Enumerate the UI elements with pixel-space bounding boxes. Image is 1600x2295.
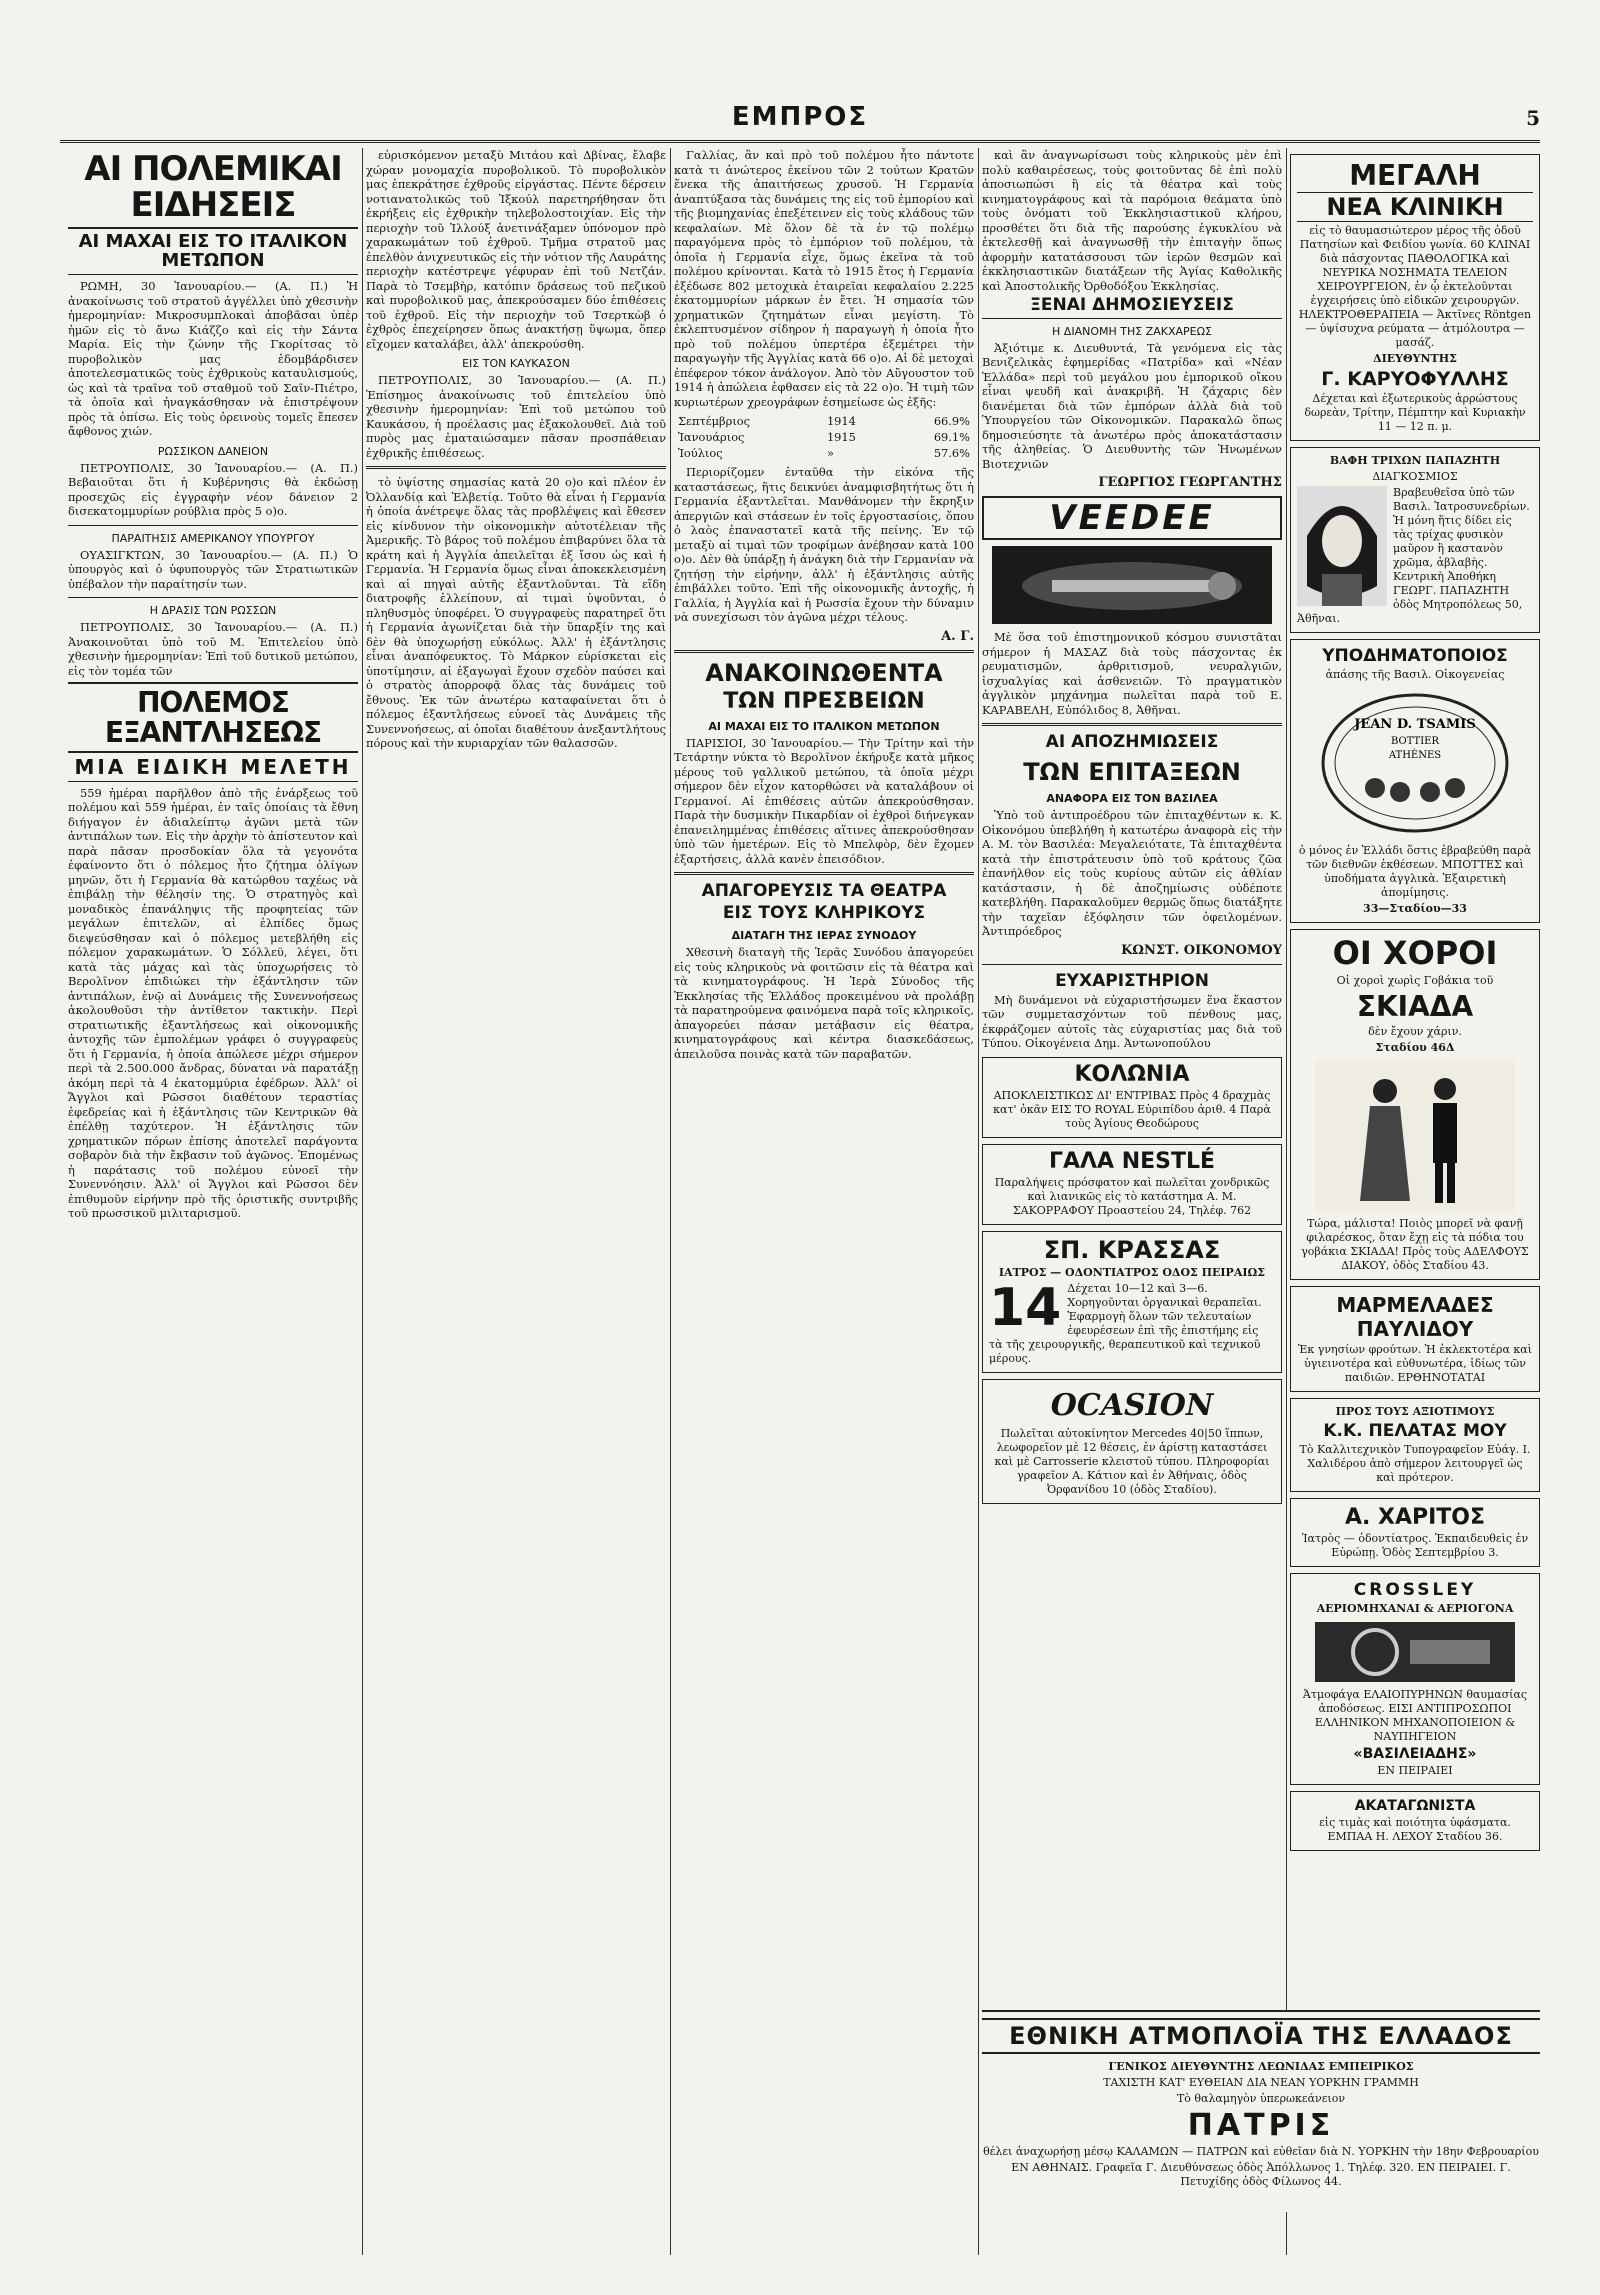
- column-2: [366, 148, 666, 2255]
- embassy-announcements-headline-2: ΤΩΝ ΠΡΕΣΒΕΙΩΝ: [723, 688, 925, 714]
- marmalade-ad-title: ΜΑΡΜΕΛΑΔΕΣ ΠΑΥΛΙΔΟΥ: [1336, 1293, 1494, 1341]
- nestle-ad-title: ΓΑΛΑ NESTLÉ: [1048, 1148, 1216, 1174]
- shoemaker-ad: [1290, 639, 1540, 923]
- cologne-ad: [982, 1057, 1282, 1138]
- ship-sailing-info: θέλει ἀναχωρήσῃ μέσῳ ΚΑΛΑΜΩΝ — ΠΑΤΡΩΝ καὶ εὐθεῖαν διὰ Ν. ΥΟΡΚΗΝ τὴν 18ην Φεβρουαρίου: [983, 2145, 1539, 2158]
- cologne-ad-text: ΑΠΟΚΛΕΙΣΤΙΚΩΣ ΔΙ' ΕΝΤΡΙΒΑΣ Πρὸς 4 δραχμὰς κατ' ὀκᾶν ΕΙΣ ΤΟ ROYAL Εὐριπίδου ἀριθ. 4 Παρὰ τοὺς Ἁγίους Θεοδώρους: [993, 1088, 1271, 1130]
- caucasus-dispatch: ΠΕΤΡΟΥΠΟΛΙΣ, 30 Ἰανουαρίου.— (Α. Π.) Ἐπίσημος ἀνακοίνωσις τοῦ ἐπιτελείου ὑπὸ χθεσινὴν ἡμερομηνίαν: Ἐπὶ τοῦ μετώπου τοῦ Καυκάσου, ἡ προέλασις μας ἐξακολουθεῖ. Διὰ τοῦ πυρὸς μας ἐματαιώσαμεν πᾶσαν προσπάθειαν ἐχθρικῆς ἐπιθέσεως.: [366, 373, 666, 460]
- table-row: Ἰανουάριος 1915 69.1%: [678, 430, 970, 444]
- charitos-ad: [1290, 1498, 1540, 1567]
- column-4: [982, 148, 1282, 2255]
- washington-dispatch: ΟΥΑΣΙΓΚΤΩΝ, 30 Ἰανουαρίου.— (Α. Π.) Ὁ ὑπουργὸς καὶ ὁ ὑφυπουργὸς τῶν Στρατιωτικῶν ὑπέβαλον τὴν παραίτησίν των.: [68, 547, 358, 591]
- crossley-ad-title: CROSSLEY: [1353, 1580, 1477, 1600]
- page-number: 5: [1526, 106, 1540, 130]
- clergy-headline: ΕΙΣ ΤΟΥΣ ΚΛΗΡΙΚΟΥΣ: [722, 903, 926, 923]
- special-study-subheadline: ΜΙΑ ΕΙΔΙΚΗ ΜΕΛΕΤΗ: [68, 757, 358, 782]
- vasiliadis-location: ΕΝ ΠΕΙΡΑΙΕΙ: [1377, 1764, 1453, 1777]
- shipping-line-title: ΕΘΝΙΚΗ ΑΤΜΟΠΛΟΪΑ ΤΗΣ ΕΛΛΑΔΟΣ: [982, 2018, 1540, 2054]
- hair-dye-ad-text: Βραβευθεῖσα ὑπὸ τῶν Βασιλ. Ἰατροσυνεδρίων. Ἡ μόνη ἥτις δίδει εἰς τὰς τρίχας φυσικὸν μαῦρον ἢ καστανὸν χρῶμα, ἀβλαβὴς. Κεντρικὴ Ἀποθήκη ΓΕΩΡΓ. ΠΑΠΑΖΗΤΗ ὁδὸς Μητροπόλεως 50, Ἀθῆναι.: [1297, 486, 1530, 625]
- charitos-ad-text: Ἰατρὸς — ὀδοντίατρος. Ἐκπαιδευθεὶς ἐν Εὐρώπῃ. Ὁδὸς Σεπτεμβρίου 3.: [1301, 1532, 1529, 1559]
- clinic-director-name: Γ. ΚΑΡΥΟΦΥΛΛΗΣ: [1321, 368, 1509, 390]
- crossley-ad: [1290, 1573, 1540, 1785]
- article-signature: Α. Γ.: [941, 628, 974, 644]
- clinic-director-label: ΔΙΕΥΘΥΝΤΗΣ: [1373, 352, 1457, 365]
- clinic-hours: Δέχεται καὶ ἐξωτερικοὺς ἀρρώστους δωρεὰν, Τρίτην, Πέμπτην καὶ Κυριακὴν 11 — 12 π. μ.: [1304, 392, 1526, 433]
- petition-to-king-heading: ΑΝΑΦΟΡΑ ΕΙΣ ΤΟΝ ΒΑΣΙΛΕΑ: [1046, 792, 1218, 806]
- shoemaker-ad-text: ὁ μόνος ἐν Ἑλλάδι ὅστις ἐβραβεύθη παρὰ τῶν διεθνῶν ἐκθέσεων. ΜΠΟΤΤΕΣ καὶ ὑποδήματα ἀγγλικὰ. Ἐξαιρετικὴ ἀπομίμησις.: [1298, 844, 1532, 899]
- hair-dye-ad-title: ΒΑΦΗ ΤΡΙΧΩΝ ΠΑΠΑΖΗΤΗ: [1329, 454, 1501, 467]
- ocasion-ad-title: OCASION: [1050, 1387, 1214, 1423]
- shoemaker-ad-subtitle: ἀπάσης τῆς Βασιλ. Οἰκογενείας: [1325, 668, 1505, 681]
- thanks-text: Μὴ δυνάμενοι νὰ εὐχαριστήσωμεν ἕνα ἕκαστον τῶν συμμετασχόντων τοῦ πένθους μας, ἐκφράζομεν αὐτοῖς τὰς εὐχαριστίας μας διὰ τοῦ Τύπου. Οἰκογένεια Δημ. Ἀντωνοπούλου: [982, 992, 1282, 1051]
- clinic-ad-title: ΜΕΓΑΛΗ: [1349, 159, 1481, 192]
- sugar-letter-text: Ἀξιότιμε κ. Διευθυντά, Τὰ γενόμενα εἰς τὰς Βενιζελικὰς ἐφημερίδας «Πατρίδα» καὶ «Νέαν Ἑλλάδα» περὶ τοῦ μεγάλου μου ἐμπορικοῦ οἴκου εἶναι ψευδῆ καὶ ἀνακριβῆ. Ἡ ζάχαρις δὲν διανέμεται διὰ τῶν ἐμπόρων ἀλλὰ διὰ τοῦ Ὑπουργείου τῶν Οἰκονομικῶν. Παρακαλῶ ὅπως δημοσιεύσητε τὰ ἀνωτέρω πρὸς ἀποκατάστασιν τῆς ἀληθείας. Ὁ Διευθυντὴς τῶν Ἡνωμένων Βιοτεχνιῶν: [982, 340, 1282, 471]
- engine-illustration: [1315, 1622, 1515, 1682]
- sugar-distribution-heading: Η ΔΙΑΝΟΜΗ ΤΗΣ ΖΑΚΧΑΡΕΩΣ: [1052, 324, 1212, 338]
- krassas-ad-text: Δέχεται 10—12 καὶ 3—6. Χορηγοῦνται ὀργανικαὶ θεραπεῖαι. Ἐφαρμογὴ ὅλων τῶν τελευταίων ἐφευρέσεων ἐπὶ τῆς ἐπιστήμης εἰς τὰ τῆς χειρουργικῆς, θεραπευτικοῦ καὶ τεχνικοῦ μέρους.: [989, 1281, 1262, 1365]
- column-1: [68, 148, 358, 2255]
- crossley-ad-text: Ἀτμοφάγα ΕΛΑΙΟΠΥΡΗΝΩΝ θαυμασίας ἀποδόσεως. ΕΙΣΙ ΑΝΤΙΠΡΟΣΩΠΟΙ ΕΛΛΗΝΙΚΟΝ ΜΗΧΑΝΟΠΟΙΕΙΟΝ & ΝΑΥΠΗΓΕΙΟΝ: [1302, 1688, 1528, 1743]
- krassas-street-number: 14: [989, 1277, 1062, 1338]
- vasiliadis-name: «ΒΑΣΙΛΕΙΑΔΗΣ»: [1353, 1746, 1477, 1762]
- caucasus-heading: ΕΙΣ ΤΟΝ ΚΑΥΚΑΣΟΝ: [462, 357, 570, 370]
- exhaustion-war-headline: ΠΟΛΕΜΟΣ ΕΞΑΝΤΛΗΣΕΩΣ: [68, 682, 358, 753]
- fabrics-ad-text: εἰς τιμὰς καὶ ποιότητα ὑφάσματα. ΕΜΠΑΑ Η. ΛΕΧΟΥ Σταδίου 36.: [1319, 1816, 1511, 1843]
- petition-text: Ὑπὸ τοῦ ἀντιπροέδρου τῶν ἐπιταχθέντων κ. Κ. Οἰκονόμου ὑπεβλήθη ἡ κατωτέρω ἀναφορὰ εἰς τὴν Α. Μ. τὸν Βασιλέα: Μεγαλειότατε, Τὰ ἐπιταχθέντα κατὰ τὴν ἐπιστράτευσιν ὑπὸ τοῦ κράτους ζῶα ἐπανήλθον εἰς τοὺς κυρίους αὐτῶν εἰς ἀθλίαν κατάστασιν, ἡ δὲ ἀποζημίωσις οὐδέποτε κατεβλήθη. Παρακαλοῦμεν θερμῶς ὅπως διατάξητε τὴν ταχεῖαν ἐξόφλησιν τῶν ὀφειλομένων. Ἀντιπρόεδρος: [982, 808, 1282, 939]
- veedee-ad-text: Μὲ ὅσα τοῦ ἐπιστημονικοῦ κόσμου συνιστᾶται σήμερον ἡ ΜΑΣΑΖ διὰ τοὺς πάσχοντας ἐκ ρευματισμῶν, ἀρθριτισμοῦ, νευραλγιῶν, ἰσχυαλγίας καὶ ἀσθενειῶν. Τὸ πραγματικὸν ἀγγλικὸν μηχάνημα πωλεῖται παρὰ τοῦ Ε. ΚΑΡΑΒΕΛΗ, Εὐπόλιδος 8, Ἀθῆναι.: [982, 630, 1282, 717]
- shipping-line-ad: [982, 2010, 1540, 2212]
- column-divider: [978, 148, 979, 2255]
- petrograd-front-dispatch: ΠΕΤΡΟΥΠΟΛΙΣ, 30 Ἰανουαρίου.— (Α. Π.) Ἀνακοινοῦται ὑπὸ τοῦ Μ. Ἐπιτελείου ὑπὸ χθεσινὴν ἡμερομηνίαν: Ἐπὶ τοῦ δυτικοῦ μετώπου, εἰς τὸν τομέα τῶν: [68, 620, 358, 678]
- newspaper-title: ΕΜΠΡΟΣ: [731, 102, 869, 132]
- skiada-ad-subtitle: Οἱ χοροὶ χωρὶς Γοβάκια τοῦ: [1336, 974, 1494, 987]
- marmalade-ad-text: Ἐκ γνησίων φρούτων. Ἡ ἐκλεκτοτέρα καὶ ὑγιεινοτέρα καὶ εὐθυνωτέρα, ἰδίως τῶν παιδιῶν. ΕΡΘΗΝΟΤΑΤΑΙ: [1297, 1343, 1533, 1384]
- synod-order-subheadline: ΔΙΑΤΑΓΗ ΤΗΣ ΙΕΡΑΣ ΣΥΝΟΔΟΥ: [731, 929, 917, 942]
- russian-loan-heading: ΡΩΣΣΙΚΟΝ ΔΑΝΕΙΟΝ: [157, 444, 269, 458]
- dancing-couple-illustration: [1315, 1061, 1515, 1211]
- table-row: Σεπτέμβριος 1914 66.9%: [678, 414, 970, 428]
- italian-front-subheadline: ΑΙ ΜΑΧΑΙ ΕΙΣ ΤΟ ΙΤΑΛΙΚΟΝ ΜΕΤΩΠΟΝ: [68, 233, 358, 275]
- pavlidis-marmalade-ad: [1290, 1286, 1540, 1392]
- thanks-heading: ΕΥΧΑΡΙΣΤΗΡΙΟΝ: [1055, 970, 1209, 991]
- synod-order-text: Χθεσινὴ διαταγὴ τῆς Ἱερᾶς Συνόδου ἀπαγορεύει εἰς τοὺς κληρικοὺς νὰ φοιτῶσιν εἰς τὰ θέατρα καὶ τὰ κινηματογράφους. Ἡ Ἱερὰ Σύνοδος τῆς Ἐκκλησίας τῆς Ἑλλάδος προκειμένου νὰ προλάβῃ τὰ παρατηρούμενα φαινόμενα παρὰ τοῖς κληρικοῖς, ἀπαγορεύει πάσαν μετάβασιν εἰς θέατρα, κινηματογράφους καὶ κέντρα διασκεδάσεως, ἀπειλοῦσα ποινὰς κατὰ τῶν παραβατῶν.: [674, 945, 974, 1061]
- shoemaker-seal-emblem: [1315, 688, 1515, 838]
- fabrics-ad: [1290, 1791, 1540, 1851]
- rome-dispatch: ΡΩΜΗ, 30 Ἰανουαρίου.— (Α. Π.) Ἡ ἀνακοίνωσις τοῦ στρατοῦ ἀγγέλλει ὑπὸ χθεσινὴν ἡμερομηνίαν: Μικροσυμπλοκαὶ ἀποβᾶσαι ὑπὲρ ἡμῶν εἰς τὸ ἄνω Κιάζζο καὶ εἰς τὴν Σάντα Μαρία. Εἰς τὴν ζώνην τῆς Γκορίτσας τὸ πυροβολικὸν μας ἐδομβάρδισεν ἀποτελεσματικῶς τοὺς ἐχθρικοὺς καταυλισμούς, ὡς καὶ τὰ τραῖνα τοῦ σταθμοῦ τοῦ Σαῖν-Πιέτρο, τὰ ὁποῖα καὶ ἠναγκάσθησαν νὰ ἐπιστρέψουν πρὸς τὰ ὀπίσω. Εἰς τοὺς ὀρεινοὺς τομεῖς ἔπεσεν ἄφθονος χιών.: [68, 279, 358, 439]
- ocasion-ad-text: Πωλεῖται αὐτοκίνητον Mercedes 40|50 ἵππων, λεωφορεῖον μὲ 12 θέσεις, ἐν ἀρίστῃ καταστάσει καὶ μὲ Carrosserie κλειστοῦ τύπου. Πληροφορίαι γραφεῖον Α. Κάτιον καὶ ἐν Ἀθήναις, ὁδὸς Ὀρφανίδου 10 (ὁδὸς Σταδίου).: [994, 1426, 1270, 1496]
- economic-article-continuation: Περιορίζομεν ἐνταῦθα τὴν εἰκόνα τῆς καταστάσεως, ἥτις δεικνύει ἀναμφισβητήτως ὅτι ἡ Γερμανία ἐξαντλεῖται. Μανθάνομεν τὴν ἔκρηξιν ἀπεργιῶν καὶ στάσεων ἐν τοῖς ἐργοστασίοις, ὅπου ὁ λαὸς ἐπαναστατεῖ κατὰ τῆς πείνης. Ἐν τῷ μεταξὺ αἱ τιμαὶ τῶν τροφίμων ἀνέβησαν κατὰ 100 ο)ο. Δὲν θὰ ὑπάρξῃ ἡ ἀνάγκη διὰ τὴν Γερμανίαν νὰ ζητήσῃ τὴν εἰρήνην, ἀλλ' ἡ ἐξάντλησις αὐτῆς ἐπιβάλλει τοῦτο. Ἐπὶ τῆς οἰκονομικῆς ἀντοχῆς, ἡ Γαλλία, ἡ Ἀγγλία καὶ ἡ Ρωσσία ἔχουν τὴν δύναμιν νὰ συνεχίσωσι τὸν ἀγῶνα μέχρι τέλους.: [674, 465, 974, 624]
- shoemaker-address: 33—Σταδίου—33: [1363, 902, 1467, 915]
- skiada-ad-text: δὲν ἔχουν χάριν.: [1368, 1025, 1462, 1038]
- shipping-line-route: ΤΑΧΙΣΤΗ ΚΑΤ' ΕΥΘΕΙΑΝ ΔΙΑ ΝΕΑΝ ΥΟΡΚΗΝ ΓΡΑΜΜΗ: [1103, 2076, 1419, 2089]
- skiada-ad-title: ΟΙ ΧΟΡΟΙ: [1332, 934, 1498, 972]
- american-minister-heading: ΠΑΡΑΙΤΗΣΙΣ ΑΜΕΡΙΚΑΝΟΥ ΥΠΟΥΡΓΟΥ: [111, 531, 315, 545]
- russian-action-heading: Η ΔΡΑΣΙΣ ΤΩΝ ΡΩΣΣΩΝ: [149, 604, 277, 618]
- economic-article-text: Γαλλίας, ἂν καὶ πρὸ τοῦ πολέμου ἦτο πάντοτε κατὰ τι ἀνώτερος ἐκείνου τῶν 2 τούτων Κρατῶν ἕνεκα τῆς ἀπαιτήσεως χρυσοῦ. Ἡ Γερμανία ἀναπτύξασα τὰς δυνάμεις της εἰς τοῦ ἐμπορίου καὶ τῆς βιομηχανίας ἐπεξέτεινεν εἰς τοὺς κλάδους τῶν κεφαλαίων. Μὲ ὅλον δὲ τὰ ἐν τῷ πολέμῳ παραγόμενα πρὸς τὸ ἐμπόριον τοῦ πολέμου, τὰ ὁποῖα ἡ Γερμανία εἶχε, ὅμως ἐκεῖνα τὰ τοῦ πολέμου κρίνονται. Κατὰ τὸ 1915 ἔτος ἡ Γερμανία ἐξέδωσε 802 μετοχικὰ ἑταιρεῖαι κεφαλαίου 2.225 ἑκατομμυρίων μάρκων ἐν ἔτει. Ἡ σημασία τῶν χρηματικῶν ζητημάτων εἶναι μεγίστη. Τὸ ἐκλεπτυσμένον σίδηρον ἡ παραγωγὴ ἡ ὁποία ἦτο πρὸ τοῦ πολέμου ὑπερτέρα ἐξεμέτρει τὴν παραγωγὴν τῆς Ἀγγλίας κατὰ 66 ο)ο. Αἱ δὲ μετοχαὶ ἐπέφερον τόκον ἀνάλογον. Ἀπὸ τὸν Αὔγουστον τοῦ 1914 ἡ ἀπώλεια ἐφθασεν εἰς τὰ 22 ο)ο. Ἡ τιμὴ τῶν κυριωτέρων χρεογράφων ἐσημείωσε ὡς ἑξῆς:: [674, 148, 974, 409]
- shoemaker-ad-title: ΥΠΟΔΗΜΑΤΟΠΟΙΟΣ: [1322, 646, 1508, 666]
- skiada-ad-name: ΣΚΙΑΔΑ: [1356, 990, 1474, 1023]
- hair-dye-ad-subtitle: ΔΙΑΓΚΟΣΜΙΟΣ: [1372, 470, 1458, 483]
- requisitions-headline: ΤΩΝ ΕΠΙΤΑΞΕΩΝ: [1023, 758, 1241, 787]
- exhaustion-article-text: 559 ἡμέραι παρῆλθον ἀπὸ τῆς ἐνάρξεως τοῦ πολέμου καὶ 559 ἡμέραι, ἐν ταῖς ὁποίαις τὰ ἔθνη διήγαγον ἐν ἀδιαλείπτῳ ἀγῶνι μετὰ τῶν ἀντιπάλων των. Εἰς τὴν ἀρχὴν τὸ ἀπίστευτον καὶ παρὰ πᾶσαν προσδοκίαν ὅλα τὰ γεγονότα ἐφαίνοντο ὅτι ὁ πόλεμος ἦτο ζήτημα ὀλίγων μηνῶν, ὅτι ἡ Γερμανία θὰ κατώρθου ταχέως νὰ ἐπιβάλῃ τὴν θέλησίν της. Ὁ στρατηγὸς καὶ μοναδικὸς ἐπανάληψις τῆς προφητείας τῶν μεγάλων ἐπιτελῶν, αἱ ἐλπίδες ὅμως διεψεύσθησαν καὶ ὁ πόλεμος μετεβλήθη εἰς πόλεμον χαρακωμάτων. Ὁ Σόλλεϋ, λέγει, ὅτι κατὰ τὰς μάχας καὶ τὰς ὑποχωρήσεις τὸ Βερολῖνον ἐπιδιώκει τὴν ἐξάντλησιν τῶν ἀντιπάλων, ἐνῷ αἱ Δυνάμεις τῆς Συνεννοήσεως ἀκολουθοῦσι τὴν ἀντίθετον τακτικὴν. Περὶ στρατιωτικῆς ἐξαντλήσεως καὶ οἰκονομικῆς ἀντοχῆς τῶν ἐμπολέμων γράφει ὁ συγγραφεὺς ὅτι ἡ Γερμανία, ἡ ὁποία ἀπώλεσε μέχρι σήμερον περὶ τὰ 2.500.000 ἄνδρας, δύναται νὰ παρατάξῃ ἀκόμη περὶ τὰ 4 ἑκατομμύρια ἐφέδρων. Ἀλλ' οἱ Ἄγγλοι καὶ Ρῶσσοι διαθέτουν τεραστίας ἐφεδρείας καὶ ἡ ἐξάντλησις τῶν Κεντρικῶν θὰ ἐπέλθῃ ταχύτερον. Ἡ ἐξάντλησις τῶν χρηματικῶν πόρων ἐπίσης ἀποτελεῖ παράγοντα σοβαρὸν διὰ τὴν ἔκβασιν τοῦ ἀγῶνος. Ἑπομένως ἡ παράτασις τοῦ πολέμου εὐνοεῖ τὴν Συνεννόησιν. Ἀλλ' οἱ Ἄγγλοι καὶ Ρῶσσοι δὲν ἐπιθυμοῦν εἰρήνην πρὸ τῆς ὁριστικῆς συντριβῆς τοῦ πρωσσικοῦ μιλιταρισμοῦ.: [68, 785, 358, 1221]
- petition-signature: ΚΩΝΣΤ. ΟΙΚΟΝΟΜΟΥ: [1121, 942, 1282, 958]
- ship-intro: Τὸ θαλαμηγὸν ὑπερωκεάνειον: [1176, 2092, 1346, 2105]
- ship-name: ΠΑΤΡΙΣ: [1187, 2108, 1335, 2143]
- clinic-ad: [1290, 154, 1540, 441]
- fabrics-ad-title: ΑΚΑΤΑΓΩΝΙΣΤΑ: [1354, 1798, 1476, 1814]
- seal-trade: BOTTIER: [1390, 736, 1440, 747]
- seal-name: JEAN D. TSAMIS: [1354, 717, 1476, 732]
- table-row: Ἰούλιος » 57.6%: [678, 446, 970, 460]
- clients-notice-title-2: Κ.Κ. ΠΕΛΑΤΑΣ ΜΟΥ: [1323, 1421, 1507, 1441]
- eastern-front-continuation: εὐρισκόμενον μεταξὺ Μιτάου καὶ Δβίνας, ἔλαβε χώραν μονομαχία πυροβολικοῦ. Τὸ πυροβολικὸν μας ἐπεκράτησε ἐχθροῦς εἰργάστας. Πέντε δέρσειν νοτιανατολικῶς τοῦ Ἰξκούλ παρετηρήθησαν ὅτι ἐκρήξεις εἰς ἐχθρικὴν τηλεβολοστοιχίαν. Εἰς τὴν περιοχὴν τοῦ Ἰλλούξ ἀνετινάξαμεν ὑπόνομον πρὸ χαρακωμάτων τοῦ ἐχθροῦ. Τμῆμα στρατοῦ μας ἐπελθὸν ἀνιχνευτικῶς εἰς τὴν νότιον τῆς Λαυράτης περιοχὴν κατέστρεψε γέφυραν ἐπὶ τοῦ Νετζάν. Παρὰ τὸ Τσεμβὴρ, κατόπιν δράσεως τοῦ πεζικοῦ καὶ πυροβολικοῦ μας, ἀπεκρούσαμεν δύο ἐπιθέσεις τοῦ ἐχθροῦ. Εἰς τὴν περιοχὴν τοῦ Τσερτκὼβ ὁ ἐχθρὸς ἐπεχείρησεν ὅπως ἀνακτήσῃ ὕψωμα, ὅπερ εἴχομεν καταλάβει, ἀλλ' ἀπεκρούσθη.: [366, 148, 666, 351]
- synod-order-continuation: καὶ ἂν ἀναγνωρίσωσι τοὺς κληρικοὺς μὲν ἐπὶ πολὺ καθαιρέσεως, τοὺς φοιτοῦντας δὲ ἐπὶ πολὺ ἀποσιωπώσι ἢ εἰς τὰ θέατρα καὶ τοὺς κινηματογράφους καὶ τὰ παρόμοια θεάματα ὑπὸ τοὺς ὀνόματι τοῦ Ἐκκλησιαστικοῦ κλήρου, προσθέτει ὅτι διὰ τῆς παρούσης ἐγκυκλίου νὰ ἐκτελεσθῇ καὶ ἀναγνωσθῇ τὴν ἐπιταγὴν ὅπως ἀφορμὴν κατατάσσουσι τῶν ἱερῶν θεσμῶν καὶ ἐκκλησιαστικῶν διατάξεων τῆς Ἁγίας Καθολικῆς καὶ Ἀποστολικῆς Ὀρθοδόξου Ἐκκλησίας.: [982, 148, 1282, 293]
- war-news-headline: ΑΙ ΠΟΛΕΜΙΚΑΙ ΕΙΔΗΣΕΙΣ: [68, 152, 358, 229]
- veedee-ad-logo: VEEDEE: [982, 496, 1282, 540]
- embassy-announcements-headline: ΑΝΑΚΟΙΝΩΘΕΝΤΑ: [705, 658, 943, 687]
- clinic-ad-title-2: ΝΕΑ ΚΛΙΝΙΚΗ: [1297, 192, 1533, 222]
- hair-dye-ad: [1290, 447, 1540, 633]
- clients-notice-ad: [1290, 1398, 1540, 1492]
- skiada-caption: Τώρα, μάλιστα! Ποιὸς μπορεῖ νὰ φανῇ φιλαρέσκος, ὅταν ἔχῃ εἰς τὰ πόδια του γοβάκια ΣΚΙΑΔΑ! Πρὸς τοὺς ΑΔΕΛΦΟΥΣ ΔΙΑΚΟΥ, ὁδὸς Σταδίου 43.: [1301, 1217, 1529, 1272]
- massage-device-illustration: [992, 546, 1272, 624]
- clients-notice-title: ΠΡΟΣ ΤΟΥΣ ΑΞΙΟΤΙΜΟΥΣ: [1335, 1405, 1495, 1418]
- cologne-ad-title: ΚΟΛΩΝΙΑ: [1074, 1061, 1190, 1087]
- foreign-publications-heading: ΞΕΝΑΙ ΔΗΜΟΣΙΕΥΣΕΙΣ: [982, 297, 1282, 319]
- nestle-ad: [982, 1144, 1282, 1225]
- crossley-ad-subtitle: ΑΕΡΙΟΜΗΧΑΝΑΙ & ΑΕΡΙΟΓΟΝΑ: [1316, 1602, 1514, 1615]
- krassas-ad-title: ΣΠ. ΚΡΑΣΣΑΣ: [1043, 1235, 1221, 1264]
- column-3: [674, 148, 974, 2255]
- skiada-ad: [1290, 929, 1540, 1280]
- woman-portrait-illustration: [1297, 486, 1387, 606]
- compensation-headline: ΑΙ ΑΠΟΖΗΜΙΩΣΕΙΣ: [1045, 732, 1219, 753]
- securities-table: [674, 413, 974, 461]
- shipping-line-director: ΓΕΝΙΚΟΣ ΔΙΕΥΘΥΝΤΗΣ ΛΕΩΝΙΔΑΣ ΕΜΠΕΙΡΙΚΟΣ: [1108, 2060, 1414, 2073]
- ocasion-ad: [982, 1379, 1282, 1504]
- column-divider: [1286, 148, 1287, 2255]
- masthead: [60, 100, 1540, 143]
- krassas-ad: [982, 1231, 1282, 1373]
- column-divider: [362, 148, 363, 2255]
- shipping-office-addresses: ΕΝ ΑΘΗΝΑΙΣ. Γραφεῖα Γ. Διευθύνσεως ὁδὸς Ἀπόλλωνος 1. Τηλέφ. 320. ΕΝ ΠΕΙΡΑΙΕΙ. Γ. Πετυχίδης ὁδὸς Φίλωνος 44.: [1011, 2161, 1511, 2188]
- skiada-address: Σταδίου 46Δ: [1375, 1041, 1455, 1054]
- charitos-ad-title: Α. ΧΑΡΙΤΟΣ: [1344, 1505, 1486, 1530]
- krassas-ad-subtitle: ΙΑΤΡΟΣ — ΟΔΟΝΤΙΑΤΡΟΣ ΟΔΟΣ ΠΕΙΡΑΙΩΣ: [998, 1265, 1266, 1279]
- nestle-ad-text: Παραλήψεις πρόσφατον καὶ πωλεῖται χονδρικῶς καὶ λιανικῶς εἰς τὸ κατάστημα Α. Μ. ΣΑΚΟΡΡΑΦΟΥ Προαστείου 24, Τηλέφ. 762: [994, 1175, 1270, 1217]
- theatre-ban-headline: ΑΠΑΓΟΡΕΥΣΙΣ ΤΑ ΘΕΑΤΡΑ: [701, 881, 947, 901]
- clinic-ad-text: εἰς τὸ θαυμασιώτερον μέρος τῆς ὁδοῦ Πατησίων καὶ Φειδίου γωνία. 60 ΚΛΙΝΑΙ διὰ πάσχοντας ΠΑΘΟΛΟΓΙΚΑ καὶ ΝΕΥΡΙΚΑ ΝΟΣΗΜΑΤΑ ΤΕΛΕΙΟΝ ΧΕΙΡΟΥΡΓΕΙΟΝ, ἐν ᾧ ἐκτελοῦνται ἐγχειρήσεις ὑπὸ εἰδικῶν χειρουργῶν. ΗΛΕΚΤΡΟΘΕΡΑΠΕΙΑ — Ἀκτῖνες Röntgen — ὑψίσυχνα ρεύματα — ἀτμόλουτρα — μασάζ.: [1298, 224, 1532, 349]
- paris-dispatch: ΠΑΡΙΣΙΟΙ, 30 Ἰανουαρίου.— Τὴν Τρίτην καὶ τὴν Τετάρτην νύκτα τὸ Βερολῖνον ἐκήρυξε κατὰ μῆκος μέρους τοῦ γαλλικοῦ μετώπου, τὰ ὁποῖα μέχρι σήμερον δὲν εἶχον κατορθώσει νὰ καταλάβουν οἱ Γερμανοί. Αἱ ἐπιθέσεις αὐτῶν ἀπεκρούσθησαν. Παρὰ τὴν δυσμικὴν Πικαρδίαν οἱ ἐχθροὶ διήνεγκαν ἐπανειλημμένας ἐπιθέσεις αἵτινες ἀπεκρούσθησαν ὑπὸ τῶν ἡμετέρων. Εἰς τὸ Μπελφὸρ, δὲν ἔχομεν ἐξαρτήσεις, ἀλλὰ κανὲν ἐπεισόδιον.: [674, 735, 974, 866]
- column-divider: [670, 148, 671, 2255]
- letter-signature: ΓΕΩΡΓΙΟΣ ΓΕΩΡΓΑΝΤΗΣ: [1098, 475, 1282, 491]
- column-5: [1290, 148, 1540, 2255]
- exhaustion-article-continuation: τὸ ὑψίστης σημασίας κατὰ 20 ο)ο καὶ πλέον ἐν Ὀλλανδίᾳ καὶ Ἐλβετίᾳ. Τοῦτο θὰ εἶναι ἡ Γερμανία ἡ ὁποία ἀνέτρεψε ὅλας τὰς προβλέψεις καὶ ἔθεσεν εἰς κίνδυνον τὴν οἰκονομικὴν αὐτοτέλειαν τῆς Ἀμερικῆς. Τὸ βάρος τοῦ πολέμου ἐπιβαρύνει ὅλα τὰ κράτη καὶ ἡ Ἀγγλία ἀπειλεῖται ἐξ ἴσου ὡς καὶ ἡ Γερμανία. Ἡ Γερμανία ὅμως εἶναι ἀποκεκλεισμένη καὶ αἱ πηγαὶ αὐτῆς ἐξαντλοῦνται. Τὰ εἴδη διατροφῆς ἐλλείπουν, αἱ τιμαὶ ὑψοῦνται, ὁ πληθυσμὸς ὑποφέρει. Ὁ συγγραφεὺς παρατηρεῖ ὅτι ἡ Γερμανία ἀγωνίζεται διὰ τὴν ὕπαρξίν της καὶ δὲν θὰ ὑποχωρήσῃ εὐκόλως. Ἀλλ' ἡ ἐξάντλησις εἶναι ἀναπόφευκτος. Τὸ Μάρκον εὑρίσκεται εἰς ὑποτίμησιν, αἱ ἐξαγωγαὶ ἔχουν σχεδὸν παύσει καὶ ὁ στρατὸς ἀπορροφᾷ ὅλας τὰς δυνάμεις τοῦ ἔθνους. Ἐκ τῶν ἀνωτέρω καταφαίνεται ὅτι ὁ πόλεμος ἐξαντλήσεως εὐνοεῖ τὰς Δυνάμεις τῆς Συνεννοήσεως, αἱ ὁποῖαι διαθέτουν ἀνεξαντλήτους πόρους καὶ τὴν κυριαρχίαν τῶν θαλασσῶν.: [366, 475, 666, 750]
- petrograd-loan-dispatch: ΠΕΤΡΟΥΠΟΛΙΣ, 30 Ἰανουαρίου.— (Α. Π.) Βεβαιοῦται ὅτι ἡ Κυβέρνησις θὰ ἐκδώσῃ προσεχῶς εἰς ἐγγραφὴν νέον δάνειον 2 δισεκατομμυρίων ρούβλια πρὸς 5 ο)ο.: [68, 460, 358, 519]
- embassy-subheadline: ΑΙ ΜΑΧΑΙ ΕΙΣ ΤΟ ΙΤΑΛΙΚΟΝ ΜΕΤΩΠΟΝ: [708, 719, 940, 733]
- clients-notice-text: Τὸ Καλλιτεχνικὸν Τυπογραφεῖον Εὐάγ. Ι. Χαλιδέρου ἀπὸ σήμερον λειτουργεῖ ὡς καὶ πρότερον.: [1299, 1443, 1531, 1484]
- seal-city: ATHÈNES: [1388, 750, 1442, 761]
